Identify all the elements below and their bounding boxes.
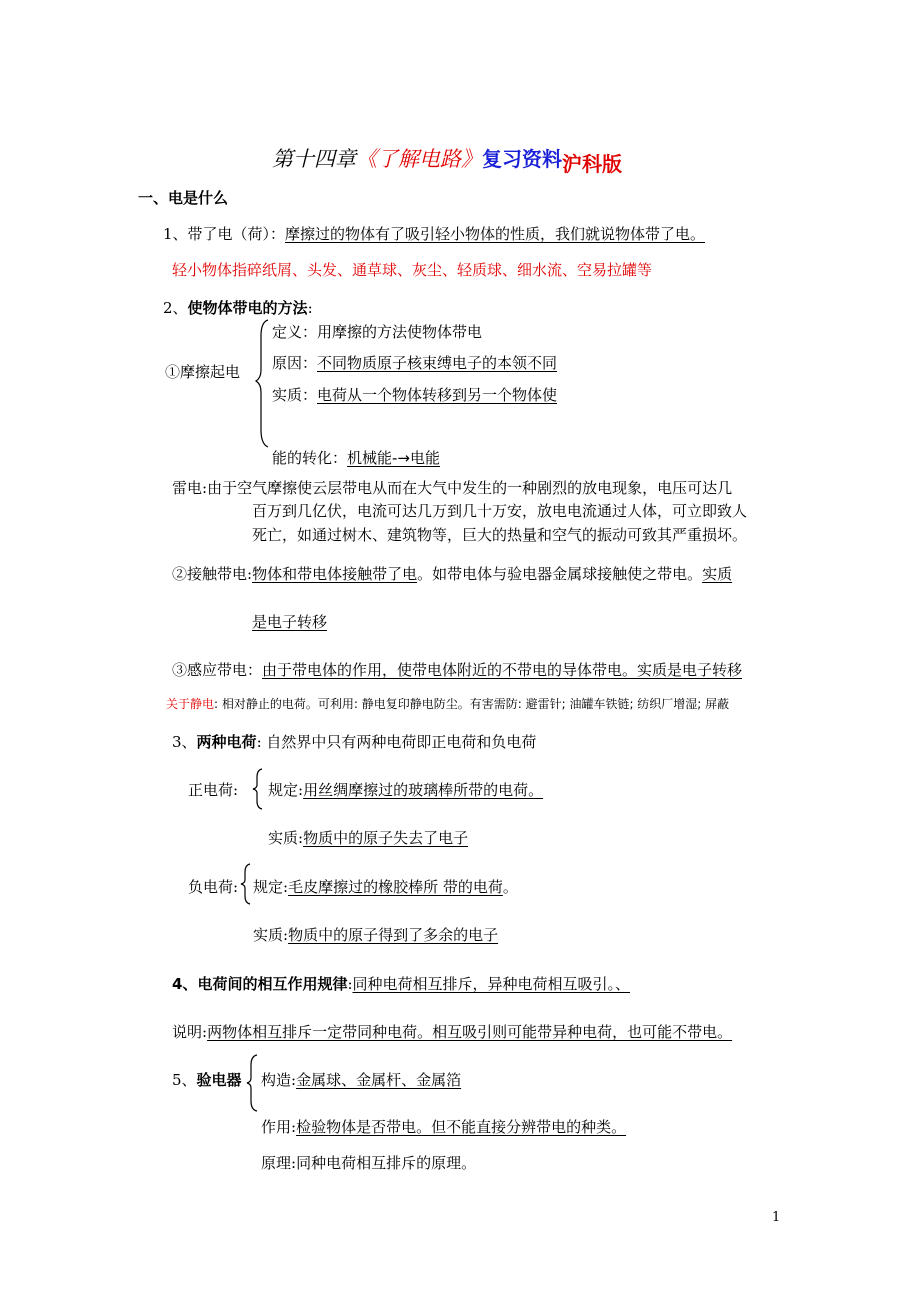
item2-num: 2、 bbox=[163, 299, 188, 317]
section-heading: 一、电是什么 bbox=[138, 189, 229, 207]
positive-rule-label: 规定: bbox=[268, 781, 304, 799]
function-text: 检验物体是否带电。但不能直接分辨带电的种类。 bbox=[296, 1118, 627, 1136]
friction-def-text: 用摩擦的方法使物体带电 bbox=[317, 323, 483, 341]
page-title bbox=[272, 143, 622, 176]
positive-rule-text: 用丝绸摩擦过的玻璃棒所带的电荷。 bbox=[303, 781, 544, 799]
function-label: 作用: bbox=[261, 1118, 297, 1136]
static-row bbox=[166, 695, 729, 712]
negative-rule-text: 毛皮摩擦过的橡胶棒所 带的电荷 bbox=[288, 878, 503, 896]
title-edition: 沪科版 bbox=[562, 152, 622, 176]
page-number: 1 bbox=[772, 1210, 781, 1225]
positive-label: 正电荷: bbox=[188, 781, 239, 799]
item5-heading bbox=[172, 1069, 242, 1090]
friction-definition bbox=[272, 321, 482, 342]
friction-cause-text: 不同物质原子核束缚电子的本领不同 bbox=[317, 354, 558, 372]
friction-essence-text: 电荷从一个物体转移到另一个物体使 bbox=[317, 386, 558, 404]
contact-row bbox=[172, 563, 732, 584]
negative-brace bbox=[240, 862, 252, 906]
lightning-line1 bbox=[172, 477, 732, 498]
positive-essence bbox=[268, 827, 468, 848]
structure-label: 构造: bbox=[261, 1071, 297, 1089]
item4-title: 电荷间的相互作用规律 bbox=[197, 975, 348, 993]
static-text: : 相对静止的电荷。可利用: 静电复印静电防尘。有害需防: 避雷针; 油罐车铁链; 纺织厂增湿; 屏蔽 bbox=[214, 697, 730, 711]
negative-label: 负电荷: bbox=[188, 878, 239, 896]
friction-cause-label: 原因： bbox=[272, 354, 318, 372]
lightning-text-1: 由于空气摩擦使云层带电从而在大气中发生的一种剧烈的放电现象，电压可达几 bbox=[207, 479, 733, 497]
friction-label: ①摩擦起电 bbox=[165, 363, 241, 381]
electroscope-brace bbox=[246, 1053, 260, 1113]
lightning-label: 雷电: bbox=[172, 479, 208, 497]
negative-essence-text: 物质中的原子得到了多余的电子 bbox=[288, 926, 499, 944]
item3-heading bbox=[172, 731, 536, 752]
item4-rule-row bbox=[172, 973, 630, 994]
item3-num: 3、 bbox=[172, 733, 197, 751]
item2-heading bbox=[163, 297, 313, 318]
electroscope-principle bbox=[261, 1152, 476, 1173]
item1-label: 1、带了电（荷）： bbox=[163, 225, 286, 243]
item1-definition: 摩擦过的物体有了吸引轻小物体的性质，我们就说物体带了电。 bbox=[285, 225, 706, 243]
contact-essence-start: 实质 bbox=[702, 565, 733, 583]
induction-definition: 由于带电体的作用，使带电体附近的不带电的导体带电。实质是电子转移 bbox=[262, 661, 743, 679]
principle-text: 同种电荷相互排斥的原理。 bbox=[296, 1154, 477, 1172]
title-review: 复习资料 bbox=[482, 147, 562, 171]
friction-essence bbox=[272, 384, 557, 405]
friction-brace bbox=[255, 318, 271, 450]
structure-text: 金属球、金属杆、金属箔 bbox=[296, 1071, 462, 1089]
item4-num: 4、 bbox=[172, 975, 198, 993]
friction-energy bbox=[272, 447, 440, 468]
negative-essence-label: 实质: bbox=[253, 926, 289, 944]
contact-example: 。如带电体与验电器金属球接触使之带电。 bbox=[417, 565, 703, 583]
electroscope-structure bbox=[261, 1069, 461, 1090]
principle-label: 原理: bbox=[261, 1154, 297, 1172]
title-topic: 《了解电路》 bbox=[356, 147, 482, 171]
item4-note-label: 说明: bbox=[172, 1023, 208, 1041]
negative-rule-label: 规定: bbox=[253, 878, 289, 896]
item4-note-row bbox=[172, 1021, 732, 1042]
item3-title: 两种电荷 bbox=[196, 733, 257, 751]
lightning-line2: 百万到几亿伏，电流可达几万到几十万安，放电电流通过人体，可立即致人 bbox=[252, 502, 748, 520]
positive-rule bbox=[268, 779, 543, 800]
negative-rule-end: 。 bbox=[502, 878, 518, 896]
contact-essence-end: 是电子转移 bbox=[252, 613, 328, 631]
item4-colon: : bbox=[347, 975, 353, 993]
item4-rule: 同种电荷相互排斥，异种电荷相互吸引。、 bbox=[352, 975, 631, 993]
contact-definition: 物体和带电体接触带了电 bbox=[252, 565, 418, 583]
item5-title: 验电器 bbox=[196, 1071, 242, 1089]
electroscope-function bbox=[261, 1116, 626, 1137]
friction-cause bbox=[272, 352, 557, 373]
friction-essence-label: 实质： bbox=[272, 386, 318, 404]
item2-title: 使物体带电的方法 bbox=[187, 299, 308, 317]
induction-label: ③感应带电： bbox=[172, 661, 263, 679]
static-label: 关于静电 bbox=[166, 697, 215, 711]
negative-rule bbox=[253, 876, 518, 897]
induction-row bbox=[172, 659, 742, 680]
lightning-line3: 死亡，如通过树木、建筑物等，巨大的热量和空气的振动可致其严重损坏。 bbox=[252, 526, 748, 544]
item1-note: 轻小物体指碎纸屑、头发、通草球、灰尘、轻质球、细水流、空易拉罐等 bbox=[172, 261, 653, 279]
friction-def-label: 定义： bbox=[272, 323, 318, 341]
friction-energy-text: 机械能-→电能 bbox=[347, 449, 440, 467]
item3-desc: : 自然界中只有两种电荷即正电荷和负电荷 bbox=[256, 733, 537, 751]
negative-essence bbox=[253, 924, 498, 945]
positive-essence-text: 物质中的原子失去了电子 bbox=[303, 829, 469, 847]
contact-label: ②接触带电: bbox=[172, 565, 253, 583]
positive-essence-label: 实质: bbox=[268, 829, 304, 847]
item4-note: 两物体相互排斥一定带同种电荷。相互吸引则可能带异种电荷，也可能不带电。 bbox=[207, 1023, 733, 1041]
title-chapter: 第十四章 bbox=[272, 147, 356, 171]
item1-row bbox=[163, 223, 705, 244]
positive-brace bbox=[252, 767, 264, 811]
item5-num: 5、 bbox=[172, 1071, 197, 1089]
item2-colon: : bbox=[307, 299, 313, 317]
friction-energy-label: 能的转化： bbox=[272, 449, 348, 467]
